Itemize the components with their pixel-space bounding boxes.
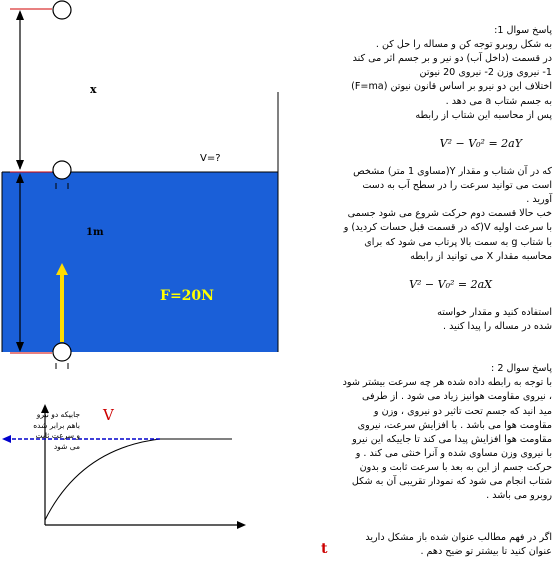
answer-1-part-3: استفاده کنید و مقدار خواسته شده در مساله را پیدا کنید . — [437, 306, 552, 333]
graph-y-label: V — [103, 406, 114, 424]
graph-x-label: t — [321, 541, 328, 557]
formula-2: V² − V₀² = 2aX — [409, 277, 492, 291]
formula-1: V² − V₀² = 2aY — [439, 136, 522, 150]
graph-note: جابیکه دو نیرو باهم برابر شده و سرعت ثابت می شود — [33, 410, 80, 451]
label-velocity-unknown: V=? — [200, 153, 221, 164]
closing-note: اگر در فهم مطالب عنوان شده باز مشکل دارید عنوان کنید تا بیشتر تو ضیح دهم . — [365, 532, 552, 558]
water-tank — [2, 92, 278, 352]
answer-text — [320, 10, 552, 574]
water-body — [2, 172, 278, 352]
ball-bottom — [53, 343, 71, 369]
label-force: F=20N — [160, 288, 214, 304]
ball-top — [53, 1, 71, 19]
label-depth: 1m — [86, 227, 104, 238]
answer-1-part-2: که در آن شتاب و مقدار Y(مساوی 1 متر) مشخص است می توانید سرعت را در سطح آب به دست آورید . خب حالا قسمت دوم حرکت شروع می شود جسمی با سرعت اولیه V(که در قسمت قبل حسات کردید) و با شتاب g به سمت بالا پرتاب می شود که برای محاسبه مقدار X می توانید از رابطه — [343, 166, 552, 262]
answer-1-part-1: پاسخ سوال 1: به شکل روبرو توجه کن و مساله را حل کن . در قسمت (داخل آب) دو نیر و بر جسم اثر می کند 1- نیروی وزن 2- نیروی 20 نیوتن اختلاف این دو نیرو بر اساس قانون نیوتن (F=ma) به جسم شتاب a می دهد . پس از محاسبه این شتاب از رابطه — [351, 25, 552, 121]
label-x: x — [90, 83, 97, 96]
x-axis-arrowhead — [237, 521, 246, 529]
answer-2: پاسخ سوال 2 : با توجه به رابطه داده شده هر چه سرعت بیشتر شود ، نیروی مقاومت هوانیز زیاد می شود . از طرفی مید انید که جسم تحت تاثیر دو نیروی ، وزن و مقاومت هوا می باشد . با افزایش سرعت، نیروی مقاومت هوا افزایش پیدا می کند تا جاییکه این نیرو با نیروی وزن مساوی شده و آنرا خنثی می کند . و حرکت جسم از این به بعد با سرعت ثابت و بدون شتاب انجام می شود که نمودار تقریبی آن به شکل روبرو می باشد . — [342, 363, 552, 502]
height-x-arrow — [16, 10, 24, 170]
